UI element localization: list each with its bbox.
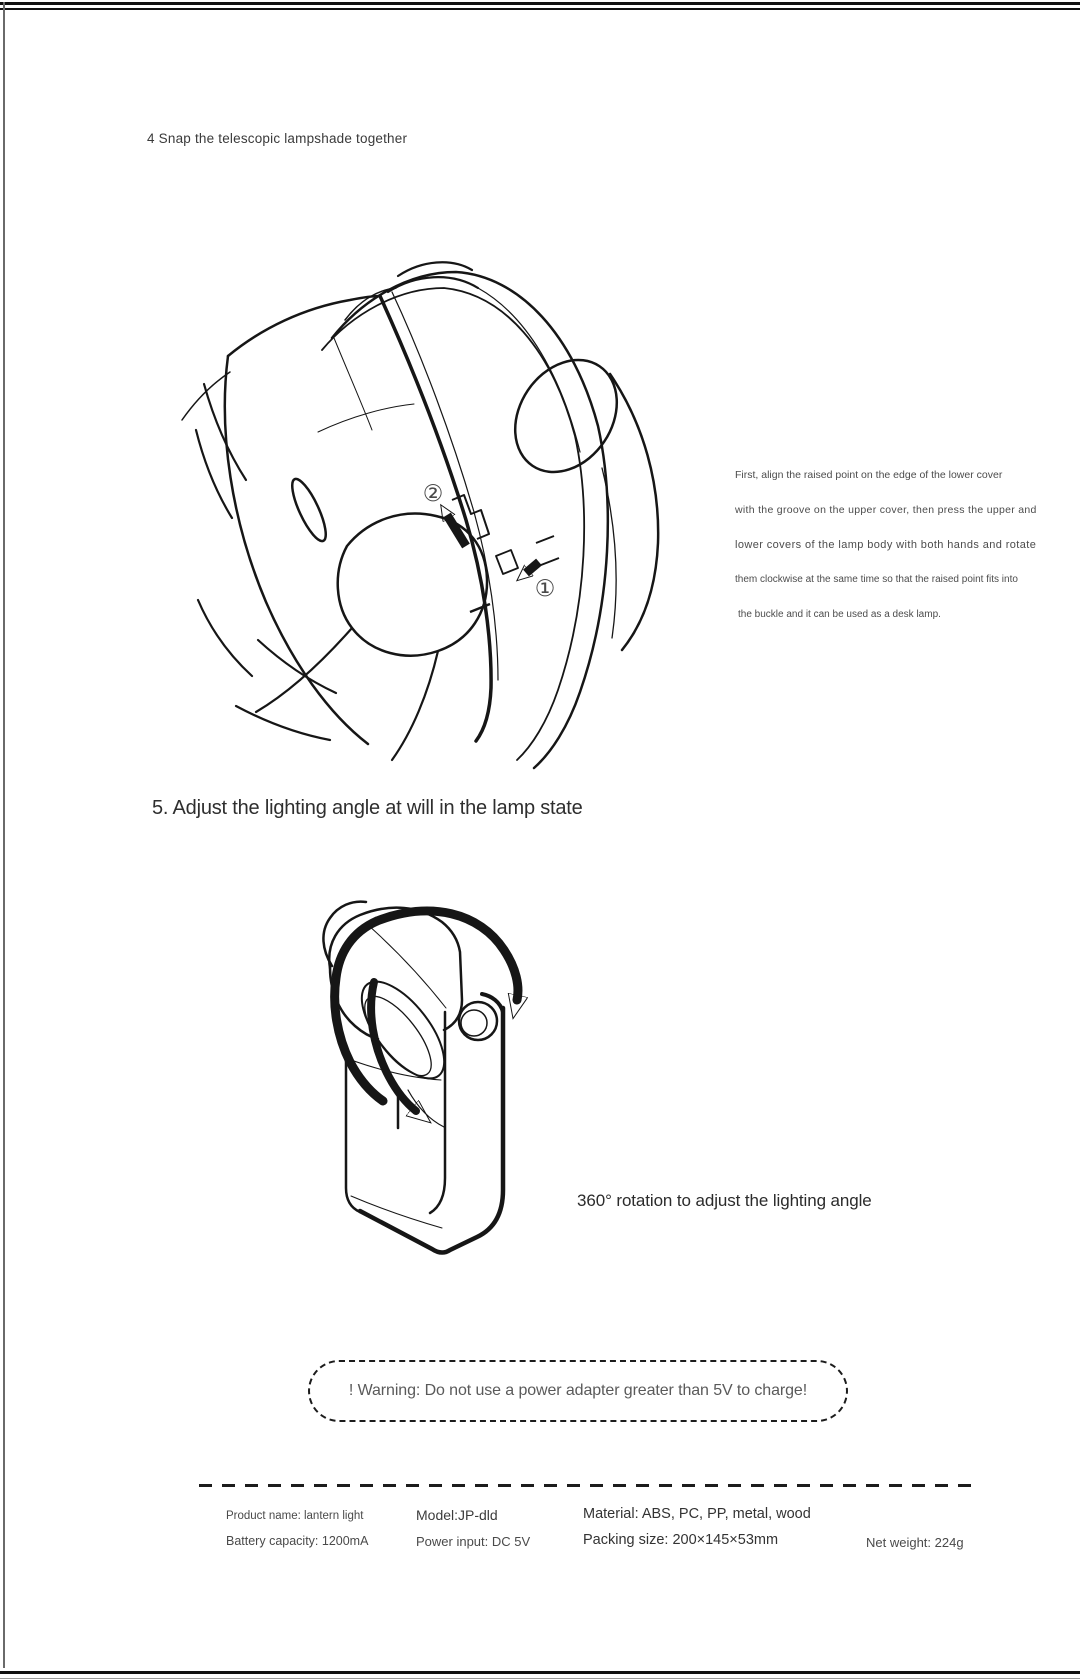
rotate-step2-arrow-icon <box>447 515 466 546</box>
page-bottom-edge-line <box>0 1678 1080 1679</box>
rotation-illustration <box>290 855 530 1265</box>
page-top-border-line-2 <box>0 8 1080 10</box>
spec-product-name: Product name: lantern light <box>226 1510 364 1522</box>
section4-title: 4 Snap the telescopic lampshade together <box>147 131 408 146</box>
instruction-line: the buckle and it can be used as a desk lamp. <box>738 609 941 620</box>
page-bottom-border-line <box>0 1671 1080 1674</box>
page-left-border-line <box>3 2 5 1668</box>
finger-top-right <box>494 341 658 650</box>
instruction-line: with the groove on the upper cover, then press the upper and <box>735 504 1037 516</box>
spec-battery-capacity: Battery capacity: 1200mA <box>226 1534 369 1548</box>
thumb-and-hand <box>182 372 487 760</box>
step2-marker: ② <box>422 481 444 507</box>
instruction-line: lower covers of the lamp body with both hands and rotate <box>735 539 1037 551</box>
spec-divider-dashed-line <box>199 1484 980 1487</box>
page-top-border-line <box>0 2 1080 5</box>
warning-box <box>308 1360 848 1422</box>
warning-text: ! Warning: Do not use a power adapter greater than 5V to charge! <box>348 1382 808 1399</box>
spec-packing-size: Packing size: 200×145×53mm <box>583 1532 779 1548</box>
rotation-arrows <box>335 911 518 1111</box>
snap-lampshade-illustration <box>150 240 690 800</box>
spec-model: Model:JP-dld <box>416 1507 498 1523</box>
rotate-clockwise-arrow-icon <box>377 911 518 1000</box>
step1-marker: ① <box>534 576 556 602</box>
lamp-lens <box>347 968 459 1091</box>
spec-net-weight: Net weight: 224g <box>866 1535 964 1550</box>
section5-title: 5. Adjust the lighting angle at will in the lamp state <box>152 797 583 819</box>
lower-cover-outline <box>225 296 414 744</box>
section4-instructions <box>735 469 1035 644</box>
lamp-head <box>323 902 462 1092</box>
switch-slot <box>286 475 332 545</box>
rotate-step1-arrow-icon <box>526 562 539 573</box>
hinge-knob <box>459 1002 497 1040</box>
instruction-line: them clockwise at the same time so that the raised point fits into <box>735 574 1018 585</box>
instruction-line: First, align the raised point on the edge of the lower cover <box>735 469 1003 481</box>
spec-material: Material: ABS, PC, PP, metal, wood <box>583 1506 811 1522</box>
spec-power-input: Power input: DC 5V <box>416 1534 531 1549</box>
rotation-caption: 360° rotation to adjust the lighting angle <box>577 1191 872 1210</box>
